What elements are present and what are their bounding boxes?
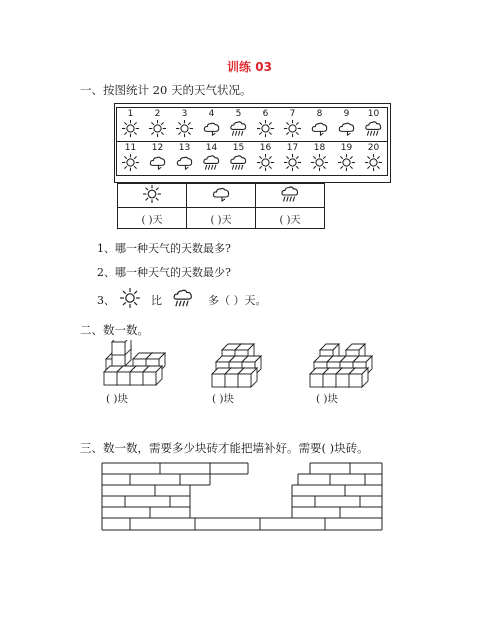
sun-icon: [306, 153, 333, 176]
rain-icon: [172, 287, 194, 312]
sun-icon: [118, 184, 187, 208]
tally-answer-cell: ( )天: [118, 208, 187, 229]
weather-record-table: [116, 107, 388, 176]
day-number: 3: [181, 108, 188, 119]
sun-icon: [171, 119, 198, 142]
section3-heading: 三、数一数，需要多少块砖才能把墙补好。需要( )块砖。: [80, 441, 369, 455]
question-3: [97, 287, 267, 312]
day-number: 14: [205, 142, 218, 153]
sun-icon: [279, 153, 306, 176]
question-2: 2、哪一种天气的天数最少?: [97, 266, 231, 279]
day-number: 15: [232, 142, 245, 153]
cube-figure-1: [104, 340, 165, 385]
cube-answer-3: ( )块: [316, 393, 339, 405]
question-3-compare: 比: [151, 293, 162, 307]
sun-icon: [333, 153, 360, 176]
day-number: 18: [313, 142, 326, 153]
tally-icons-row: [118, 184, 325, 208]
weather-icons-row-1: [117, 119, 388, 142]
day-number: 11: [124, 142, 137, 153]
day-number: 5: [235, 108, 242, 119]
section2-heading: 二、数一数。: [80, 323, 149, 337]
day-number: 19: [340, 142, 353, 153]
brick-wall: [100, 460, 385, 532]
sun-icon: [119, 287, 141, 312]
cloud-icon: [187, 184, 256, 208]
sun-icon: [117, 119, 145, 142]
sun-icon: [252, 153, 279, 176]
cube-answer-2: ( )块: [212, 393, 235, 405]
day-number: 6: [262, 108, 269, 119]
page-title: 训练 03: [227, 60, 272, 74]
sun-icon: [117, 153, 145, 176]
tally-box: [117, 183, 325, 229]
day-number: 20: [367, 142, 380, 153]
question-3-suffix: 多（ ）天。: [208, 293, 267, 307]
cube-figure-3: [310, 344, 372, 387]
sun-icon: [279, 119, 306, 142]
day-number: 9: [343, 108, 350, 119]
day-number: 4: [208, 108, 215, 119]
cube-figures: [100, 340, 380, 390]
cube-figure-2: [212, 344, 261, 387]
cloud-icon: [171, 153, 198, 176]
weather-record-box: [114, 103, 391, 183]
day-number: 7: [289, 108, 296, 119]
cloud-icon: [306, 119, 333, 142]
day-number: 1: [127, 108, 134, 119]
rain-icon: [198, 153, 225, 176]
tally-answer-cell: ( )天: [187, 208, 256, 229]
day-number: 12: [151, 142, 164, 153]
day-number: 13: [178, 142, 191, 153]
cloud-icon: [333, 119, 360, 142]
cube-answer-1: ( )块: [106, 393, 129, 405]
weather-icons-row-2: [117, 153, 388, 176]
question-3-prefix: 3、: [97, 293, 115, 307]
day-number: 10: [367, 108, 380, 119]
rain-icon: [256, 184, 325, 208]
rain-icon: [360, 119, 388, 142]
day-number: 16: [259, 142, 272, 153]
rain-icon: [225, 153, 252, 176]
weather-days-row-1: [117, 108, 388, 120]
sun-icon: [252, 119, 279, 142]
cloud-icon: [198, 119, 225, 142]
cloud-icon: [144, 153, 171, 176]
weather-days-row-2: [117, 142, 388, 154]
tally-answer-cell: ( )天: [256, 208, 325, 229]
day-number: 8: [316, 108, 323, 119]
sun-icon: [360, 153, 388, 176]
sun-icon: [144, 119, 171, 142]
section1-heading: 一、按图统计 20 天的天气状况。: [80, 83, 252, 97]
rain-icon: [225, 119, 252, 142]
day-number: 17: [286, 142, 299, 153]
tally-answers-row: [118, 208, 325, 229]
day-number: 2: [154, 108, 161, 119]
wall-outline: [102, 463, 382, 530]
tally-table: [117, 183, 325, 229]
question-1: 1、哪一种天气的天数最多?: [97, 242, 231, 255]
